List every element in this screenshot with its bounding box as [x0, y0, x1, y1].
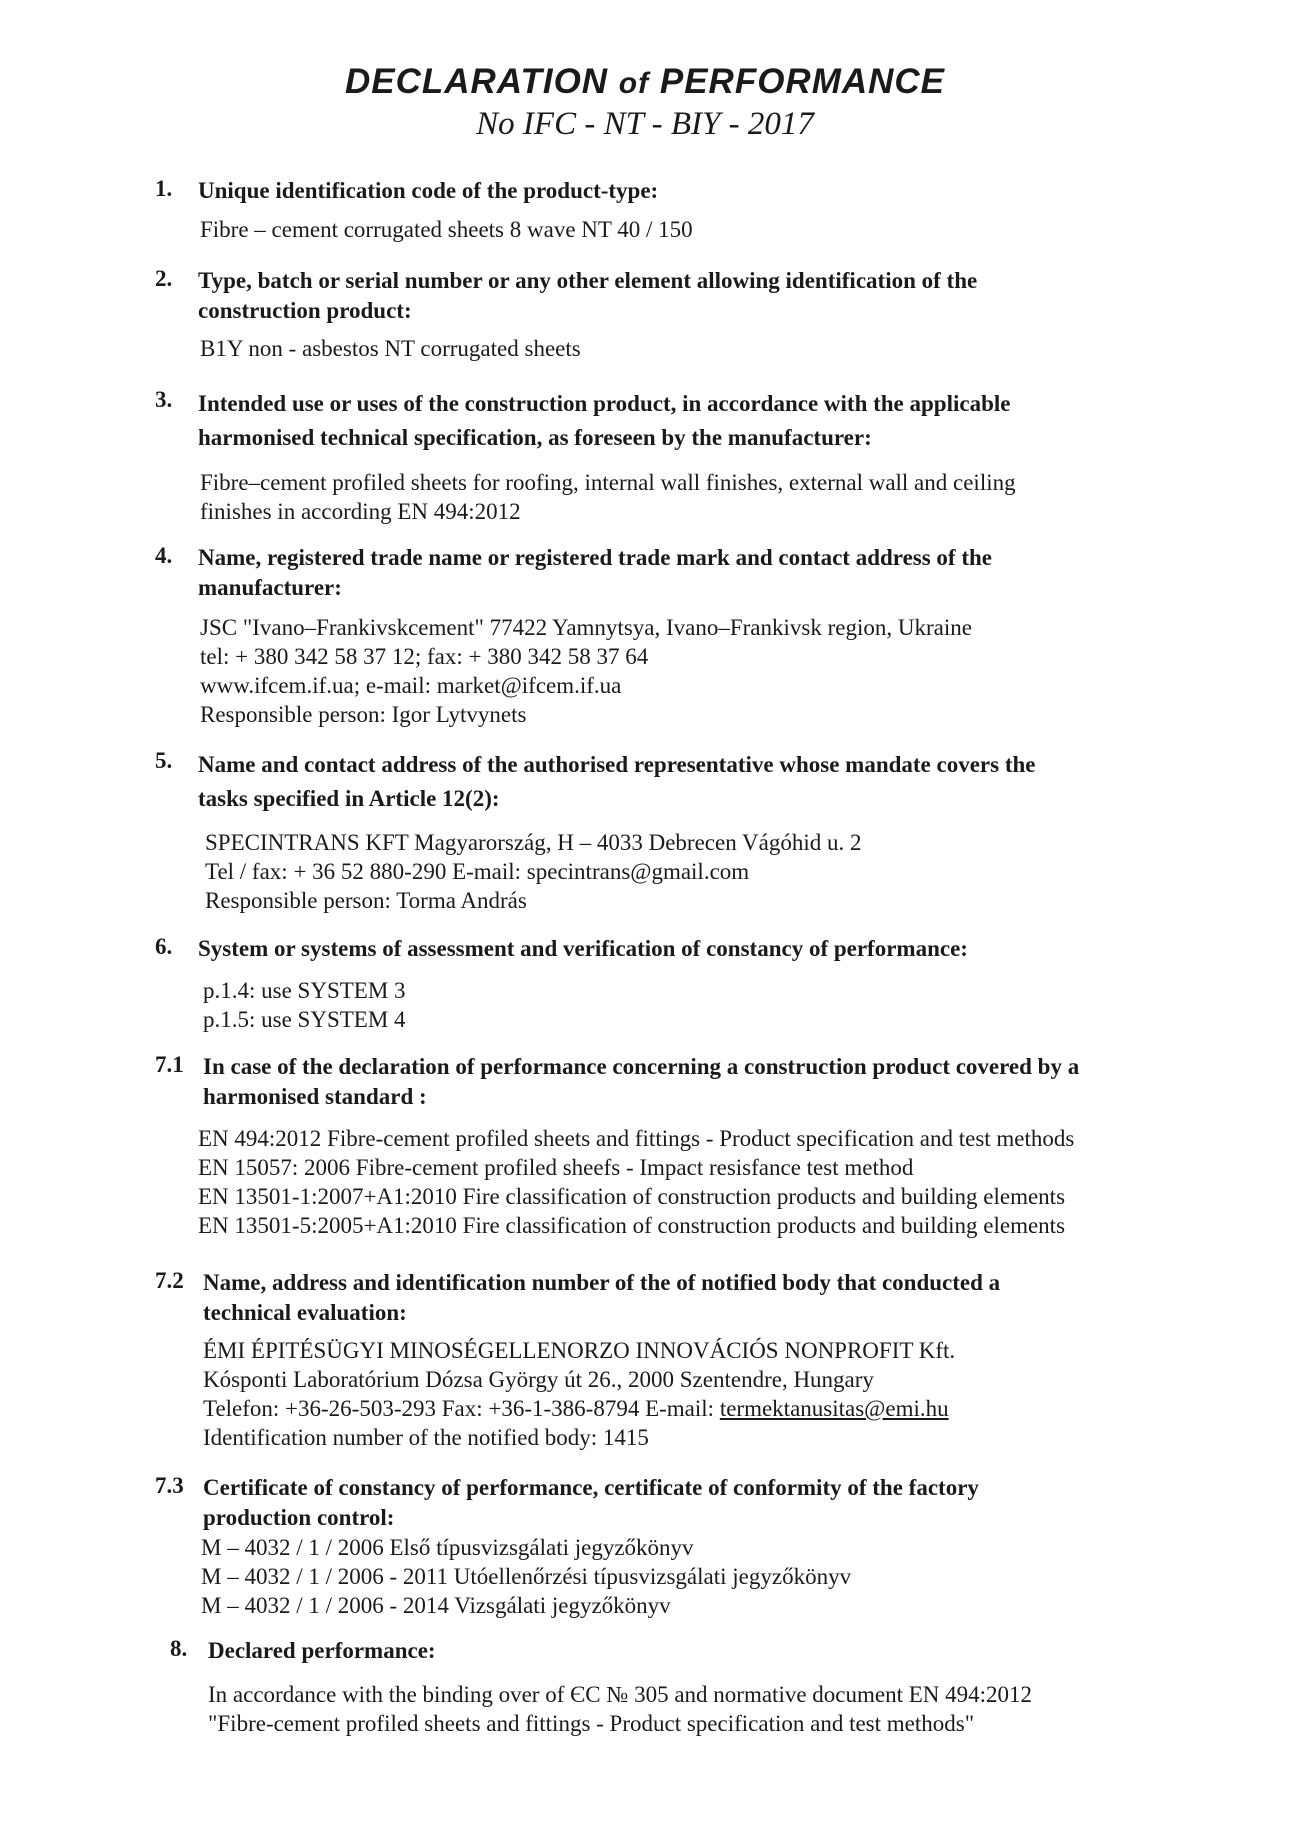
section-body — [203, 976, 1215, 1034]
body-line: SPECINTRANS KFT Magyarország, H – 4033 Debrecen Vágóhid u. 2 — [205, 830, 862, 855]
body-line: Kósponti Laboratórium Dózsa György út 26., 2000 Szentendre, Hungary — [203, 1367, 874, 1392]
body-line: Fibre – cement corrugated sheets 8 wave NT 40 / 150 — [200, 217, 693, 242]
heading-line: Type, batch or serial number or any other element allowing identification of the — [198, 268, 978, 293]
section-body — [200, 613, 1215, 729]
heading-line: Name, registered trade name or registered trade mark and contact address of the — [198, 545, 992, 570]
section-heading — [203, 1052, 1215, 1112]
body-line: EN 15057: 2006 Fibre-cement profiled sheefs - Impact resisfance test method — [198, 1155, 914, 1180]
section-6 — [155, 934, 1215, 1034]
body-line: M – 4032 / 1 / 2006 Első típusvizsgálati jegyzőkönyv — [201, 1535, 694, 1560]
section-heading — [198, 543, 1215, 603]
section-heading: Unique identification code of the product-type: — [198, 178, 659, 203]
section-body — [200, 215, 1215, 244]
section-number: 7.3 — [155, 1473, 184, 1498]
section-body — [201, 1533, 1215, 1620]
body-line: ÉMI ÉPITÉSÜGYI MINOSÉGELLENORZO INNOVÁCIÓS NONPROFIT Kft. — [203, 1338, 956, 1363]
section-body — [198, 1124, 1215, 1240]
body-line: M – 4032 / 1 / 2006 - 2014 Vizsgálati jegyzőkönyv — [201, 1593, 671, 1618]
section-heading — [198, 266, 1215, 326]
heading-line: Certificate of constancy of performance, certificate of conformity of the factory — [203, 1475, 979, 1500]
section-2 — [155, 266, 1215, 363]
heading-line: Name and contact address of the authorised representative whose mandate covers the — [198, 752, 1036, 777]
section-7-3 — [155, 1473, 1215, 1620]
heading-line: construction product: — [198, 298, 412, 323]
section-7-2 — [155, 1268, 1215, 1452]
section-number: 2. — [155, 266, 173, 291]
title-word-declaration: DECLARATION — [344, 62, 609, 101]
body-line: Responsible person: Torma András — [205, 888, 527, 913]
section-7-1 — [155, 1052, 1215, 1240]
section-number: 6. — [155, 934, 173, 959]
section-number: 4. — [155, 543, 173, 568]
section-number: 8. — [170, 1636, 188, 1661]
heading-line: Name, address and identification number of the of notified body that conducted a — [203, 1270, 1001, 1295]
body-line: "Fibre-cement profiled sheets and fittings - Product specification and test methods" — [208, 1711, 975, 1736]
heading-line: production control: — [203, 1505, 395, 1530]
section-1 — [155, 176, 1215, 244]
section-heading — [198, 387, 1215, 455]
body-line: B1Y non - asbestos NT corrugated sheets — [200, 336, 581, 361]
section-body — [200, 334, 1215, 363]
section-heading — [198, 748, 1215, 816]
body-line: p.1.5: use SYSTEM 4 — [203, 1007, 406, 1032]
heading-line: tasks specified in Article 12(2): — [198, 786, 500, 811]
phone-fax-text: Telefon: +36-26-503-293 Fax: +36-1-386-8794 E-mail: — [203, 1396, 720, 1421]
section-body — [203, 1336, 1215, 1452]
body-line: p.1.4: use SYSTEM 3 — [203, 978, 406, 1003]
section-number: 1. — [155, 176, 173, 201]
section-heading — [203, 1473, 1215, 1533]
body-line: JSC "Ivano–Frankivskcement" 77422 Yamnytsya, Ivano–Frankivsk region, Ukraine — [200, 615, 972, 640]
body-line: Responsible person: Igor Lytvynets — [200, 702, 527, 727]
notified-body-email-link[interactable]: termektanusitas@emi.hu — [719, 1396, 949, 1421]
section-heading — [203, 1268, 1215, 1328]
heading-line: Intended use or uses of the construction product, in accordance with the applicable — [198, 391, 1011, 416]
document-number: No IFC - NT - BIY - 2017 — [476, 106, 814, 142]
section-4 — [155, 543, 1215, 729]
body-line: M – 4032 / 1 / 2006 - 2011 Utóellenőrzési típusvizsgálati jegyzőkönyv — [201, 1564, 852, 1589]
section-3 — [155, 387, 1215, 526]
heading-line: In case of the declaration of performance concerning a construction product covered by a — [203, 1054, 1080, 1079]
heading-line: harmonised standard : — [203, 1084, 427, 1109]
body-line: In accordance with the binding over of ЄС № 305 and normative document EN 494:2012 — [208, 1682, 1033, 1707]
section-heading: System or systems of assessment and verification of constancy of performance: — [198, 936, 968, 961]
body-line: EN 13501-1:2007+A1:2010 Fire classification of construction products and building elements — [198, 1184, 1066, 1209]
body-line: Fibre–cement profiled sheets for roofing, internal wall finishes, external wall and ceiling — [200, 470, 1016, 495]
body-line: finishes in according EN 494:2012 — [200, 499, 521, 524]
document-title — [0, 62, 1290, 102]
title-word-of: of — [618, 67, 650, 100]
body-line: EN 13501-5:2005+A1:2010 Fire classification of construction products and building elements — [198, 1213, 1066, 1238]
section-body — [200, 468, 1215, 526]
section-number: 7.1 — [155, 1052, 184, 1077]
body-line: Tel / fax: + 36 52 880-290 E-mail: specintrans@gmail.com — [205, 859, 750, 884]
heading-line: harmonised technical specification, as foreseen by the manufacturer: — [198, 425, 872, 450]
section-body — [208, 1680, 1230, 1738]
section-number: 5. — [155, 748, 173, 773]
title-word-performance: PERFORMANCE — [659, 62, 946, 101]
body-line: Identification number of the notified body: 1415 — [203, 1425, 649, 1450]
heading-line: technical evaluation: — [203, 1300, 407, 1325]
contact-line — [203, 1394, 1215, 1423]
body-line: EN 494:2012 Fibre-cement profiled sheets and fittings - Product specification and test methods — [198, 1126, 1075, 1151]
body-line: www.ifcem.if.ua; e-mail: market@ifcem.if.ua — [200, 673, 622, 698]
section-heading: Declared performance: — [208, 1638, 436, 1663]
body-line: tel: + 380 342 58 37 12; fax: + 380 342 58 37 64 — [200, 644, 649, 669]
section-8 — [170, 1636, 1230, 1738]
heading-line: manufacturer: — [198, 575, 342, 600]
section-number: 3. — [155, 387, 173, 412]
section-number: 7.2 — [155, 1268, 184, 1293]
section-5 — [155, 748, 1215, 915]
section-body — [205, 828, 1215, 915]
